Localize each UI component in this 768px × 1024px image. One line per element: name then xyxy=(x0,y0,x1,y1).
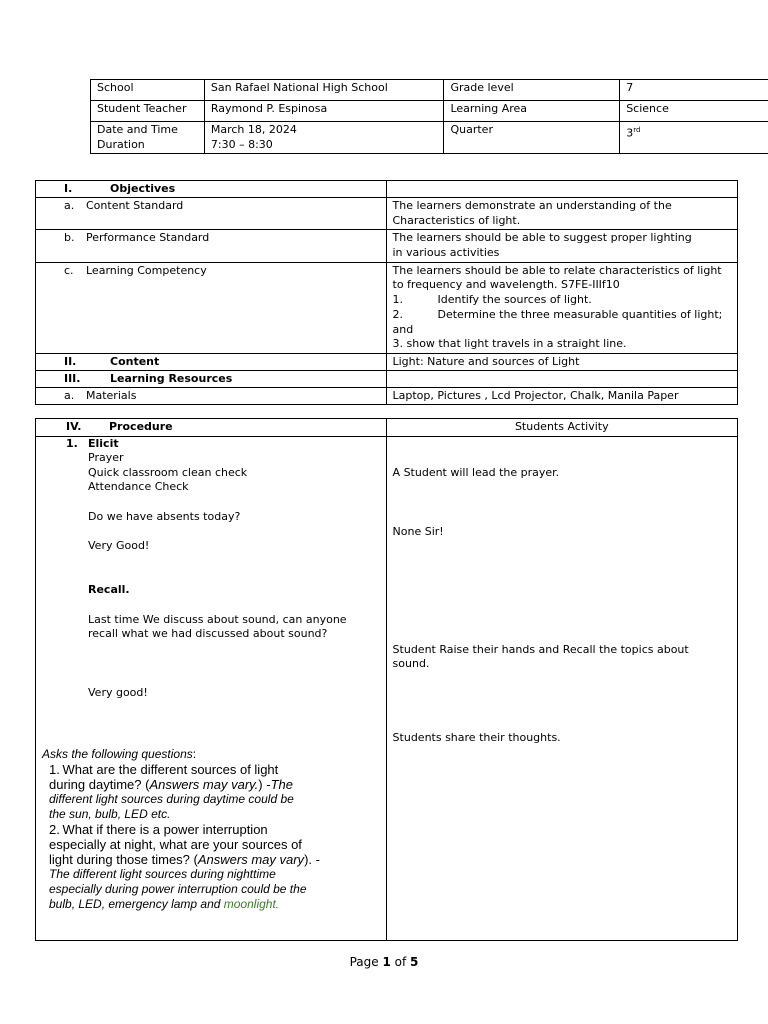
objectives-table xyxy=(35,180,738,405)
header-info-table xyxy=(90,79,768,154)
content-standard-label: a. Content Standard xyxy=(36,198,387,230)
grade-value: 7 xyxy=(620,80,768,101)
question-list: 1. What are the different sources of light during daytime? (Answers may vary.) -The different light sources during daytime could be the sun, bulb, LED etc. 2. What if there is a power interruption especially at night, what are your sources of light during those times? (Answers may vary). - The different light sources during nighttime especially during power interruption could be the bulb, LED, emergency lamp and moonlight. xyxy=(49,761,320,911)
asks-questions: Asks the following questions: xyxy=(42,746,197,761)
content-standard-text: The learners demonstrate an understanding of the Characteristics of light. xyxy=(386,198,738,230)
materials-text: Laptop, Pictures , Lcd Projector, Chalk, Manila Paper xyxy=(386,387,738,404)
procedure-content: 1. Elicit Prayer Quick classroom clean check Attendance Check Do we have absents today? Very Good! Recall. Last time We discuss about sound, can anyone recall what we had discussed about sound? Very good! Asks the following questions: 1. What are the different sources of light during daytime? (Answers may vary.) -The different light sources during daytime could be the sun, bulb, LED etc. 2. What if there is a power interruption especially at night, what are your sources of light during those times? (Answers may vary). - The different light sources during nighttime especially during power interruption could be the bulb, LED, emergency lamp and moonlight. xyxy=(36,437,387,941)
date-label: Date and Time Duration xyxy=(91,122,205,154)
quarter-label: Quarter xyxy=(444,122,620,154)
grade-label: Grade level xyxy=(444,80,620,101)
area-value: Science xyxy=(620,101,768,122)
students-activity-content: A Student will lead the prayer. None Sir! Student Raise their hands and Recall the topics about sound. Students share their thoughts. xyxy=(386,437,737,941)
performance-standard-text: The learners should be able to suggest proper lighting in various activities xyxy=(386,230,738,262)
materials-label: a. Materials xyxy=(36,387,387,404)
content-heading: II. Content xyxy=(36,353,387,370)
moonlight-text: moonlight. xyxy=(223,896,280,911)
school-label: School xyxy=(91,80,205,101)
teacher-label: Student Teacher xyxy=(91,101,205,122)
students-activity-heading: Students Activity xyxy=(386,419,737,437)
learning-competency-label: c. Learning Competency xyxy=(36,262,387,353)
area-label: Learning Area xyxy=(444,101,620,122)
performance-standard-label: b. Performance Standard xyxy=(36,230,387,262)
procedure-heading: IV. Procedure xyxy=(36,419,387,437)
objectives-heading: I. Objectives xyxy=(36,181,387,198)
content-text: Light: Nature and sources of Light xyxy=(386,353,738,370)
teacher-value: Raymond P. Espinosa xyxy=(204,101,444,122)
quarter-value: 3rd xyxy=(620,122,768,154)
procedure-table xyxy=(35,418,738,941)
page-number: Page 1 of 5 xyxy=(349,955,419,969)
date-value: March 18, 2024 7:30 – 8:30 xyxy=(204,122,444,154)
learning-competency-text: The learners should be able to relate characteristics of light to frequency and wavelength. S7FE-IIIf10 1. Identify the sources of light. 2. Determine the three measurable quantities of light; and 3. show that light travels in a straight line. xyxy=(386,262,738,353)
school-value: San Rafael National High School xyxy=(204,80,444,101)
learning-resources-heading: III. Learning Resources xyxy=(36,370,387,387)
